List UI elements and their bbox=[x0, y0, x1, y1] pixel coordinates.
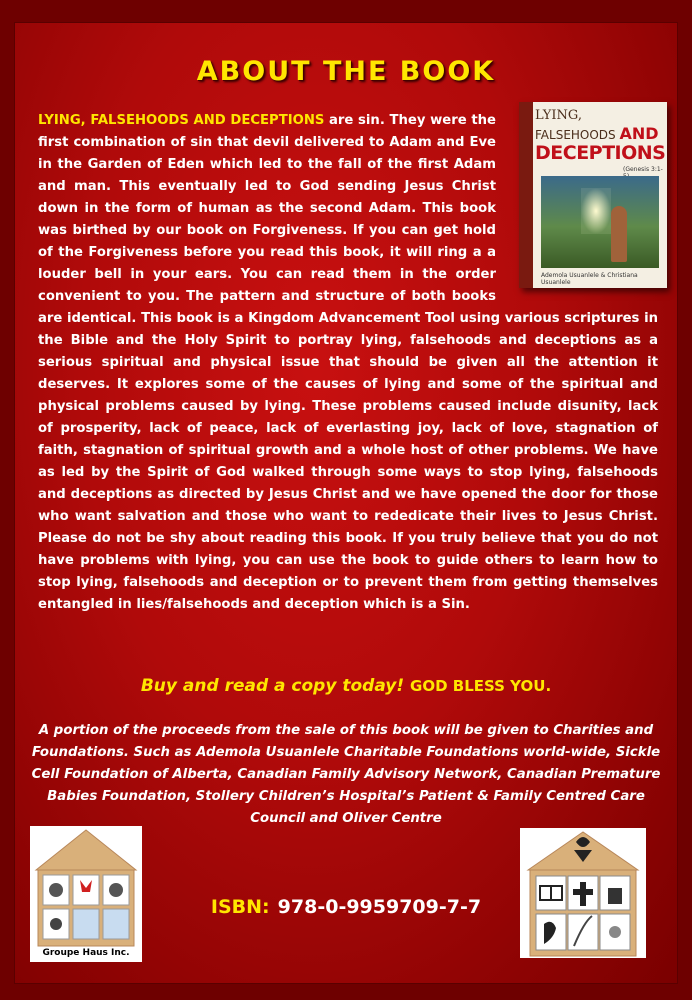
isbn-value: 978-0-9959709-7-7 bbox=[277, 896, 482, 918]
cover-title-line3: DECEPTIONS bbox=[535, 142, 666, 164]
house-logo-icon bbox=[30, 826, 142, 948]
emblem-logo bbox=[520, 828, 646, 958]
groupe-haus-logo bbox=[30, 826, 142, 962]
proceeds-note: A portion of the proceeds from the sale of this book will be given to Charities and Foundations. Such as Ademola Usuanlele Charitable Foundations world-wide, Sickle Cell Foundation of Alberta, Canadian Family Advisory Network, Canadian Premature Babies Foundation, Stollery Children’s Hospital’s Patient & Family Centred Care Council and Oliver Centre bbox=[31, 723, 661, 826]
isbn-label: ISBN: bbox=[210, 896, 270, 918]
cover-authors: Ademola Usuanlele & Christiana Usuanlele bbox=[541, 272, 638, 286]
about-lead: LYING, FALSEHOODS AND DECEPTIONS bbox=[38, 113, 325, 128]
cover-reference: (Genesis 3:1- bbox=[623, 166, 663, 173]
cta-period: . bbox=[545, 677, 552, 695]
buy-text: Buy and read a copy today! bbox=[140, 676, 405, 696]
cover-title-line2: FALSEHOODS AND bbox=[535, 124, 659, 143]
page-title: ABOUT THE BOOK bbox=[196, 56, 496, 87]
cover-spacer bbox=[506, 108, 658, 296]
about-text: are sin. They were the first combination of sin that devil delivered to Adam and Eve in the Garden of Eden which led to the fall of the first Adam and man. This eventually led to God sending Jesus Christ down in the form of human as the second Adam. This book was birthed by our book on Forgiveness. If you can get hold of the Forgiveness before you read this book, it will ring a a louder bell in your ears. You can read them in the order convenient to you. The pattern and structure of both books are identical. This book is a Kingdom Advancement Tool using various scriptures in the Bible and the Holy Spirit to portray lying, falsehoods and deceptions as a serious spiritual and physical issue that should be given all the attention it deserves. It explores some of the causes of lying and some of the spiritual and physical problems caused by lying. These problems caused include disunity, lack of prosperity, lack of peace, lack of everlasting joy, lack of love, stagnation of faith, stagnation of spiritual growth and a whole host of other problems. We have as led by the Spirit of God walked through some ways to stop lying, falsehoods and deceptions as directed by Jesus Christ and we have opened the door for those who want salvation and those who want to rededicate their lives to Jesus Christ. Please do not be shy about reading this book. If you truly believe that you do not have problems with lying, you can use the book to guide others to learn how to stop lying, falsehoods and deception or to prevent them from getting themselves entangled in lies/falsehoods and deception which is a Sin. bbox=[38, 113, 658, 612]
blessing-text: GOD BLESS YOU bbox=[410, 677, 546, 695]
call-to-action bbox=[0, 676, 692, 696]
cover-title-line1: LYING, bbox=[535, 108, 582, 123]
logo-left-name: Groupe Haus Inc. bbox=[42, 948, 130, 958]
emblem-house-icon bbox=[520, 828, 646, 958]
about-body bbox=[38, 110, 658, 616]
